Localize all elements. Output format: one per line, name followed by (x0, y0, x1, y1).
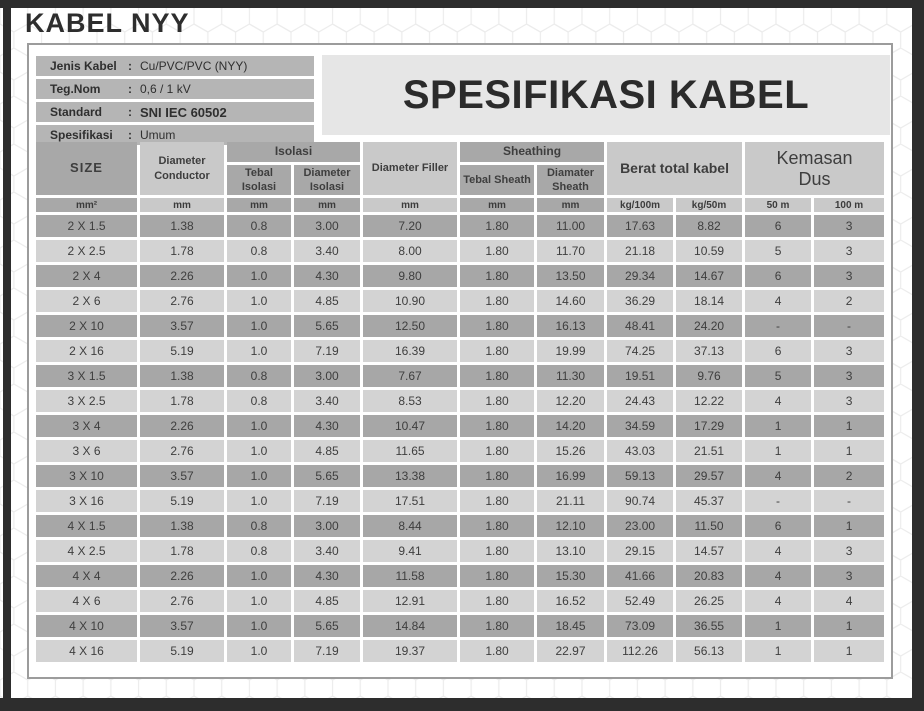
size-cell: 2 X 16 (36, 340, 137, 362)
unit-cell: mm (460, 198, 534, 212)
value-cell: 1 (745, 615, 811, 637)
value-cell: 3 (814, 265, 884, 287)
size-cell: 4 X 16 (36, 640, 137, 662)
value-cell: 12.20 (537, 390, 604, 412)
value-cell: 45.37 (676, 490, 742, 512)
value-cell: 1.0 (227, 290, 291, 312)
value-cell: 6 (745, 265, 811, 287)
value-cell: 1.80 (460, 490, 534, 512)
value-cell: 0.8 (227, 240, 291, 262)
value-cell: 1 (745, 640, 811, 662)
frame-right-bar (912, 0, 924, 711)
value-cell: 14.20 (537, 415, 604, 437)
value-cell: 3.40 (294, 540, 360, 562)
value-cell: 4.30 (294, 265, 360, 287)
value-cell: 11.58 (363, 565, 457, 587)
spec-title: SPESIFIKASI KABEL (402, 72, 810, 117)
table-row (36, 465, 884, 487)
value-cell: 19.37 (363, 640, 457, 662)
unit-cell: mm² (36, 198, 137, 212)
value-cell: 19.51 (607, 365, 673, 387)
table-row (36, 415, 884, 437)
value-cell: 3.40 (294, 390, 360, 412)
unit-cell: 100 m (814, 198, 884, 212)
info-separator: : (128, 82, 132, 96)
units-row (36, 198, 884, 212)
table-row (36, 590, 884, 612)
value-cell: 21.11 (537, 490, 604, 512)
table-row (36, 340, 884, 362)
value-cell: 4 (745, 590, 811, 612)
frame-bottom-bar (0, 698, 924, 711)
value-cell: 41.66 (607, 565, 673, 587)
unit-cell: mm (363, 198, 457, 212)
size-cell: 4 X 6 (36, 590, 137, 612)
value-cell: 15.26 (537, 440, 604, 462)
info-label: Spesifikasi (50, 128, 113, 142)
value-cell: 1.38 (140, 365, 224, 387)
value-cell: 3.00 (294, 365, 360, 387)
info-separator: : (128, 128, 132, 142)
value-cell: 56.13 (676, 640, 742, 662)
value-cell: 1.80 (460, 540, 534, 562)
value-cell: 1.78 (140, 540, 224, 562)
value-cell: 1.80 (460, 565, 534, 587)
value-cell: 59.13 (607, 465, 673, 487)
value-cell: 12.91 (363, 590, 457, 612)
table-row (36, 540, 884, 562)
header-tebal-isolasi: Tebal Isolasi (227, 165, 291, 195)
value-cell: 1.0 (227, 615, 291, 637)
value-cell: 1.78 (140, 390, 224, 412)
table-row (36, 640, 884, 662)
table-row (36, 365, 884, 387)
size-cell: 2 X 6 (36, 290, 137, 312)
info-label: Standard (50, 105, 103, 119)
value-cell: 1.80 (460, 615, 534, 637)
size-cell: 3 X 16 (36, 490, 137, 512)
value-cell: 29.15 (607, 540, 673, 562)
value-cell: 12.22 (676, 390, 742, 412)
header-isolasi-group: Isolasi (227, 142, 360, 162)
value-cell: 1.80 (460, 265, 534, 287)
value-cell: 1 (814, 515, 884, 537)
info-value: Cu/PVC/PVC (NYY) (140, 59, 248, 73)
value-cell: 4.85 (294, 590, 360, 612)
value-cell: 3 (814, 540, 884, 562)
value-cell: 0.8 (227, 365, 291, 387)
value-cell: 4 (814, 590, 884, 612)
unit-cell: mm (140, 198, 224, 212)
value-cell: 17.29 (676, 415, 742, 437)
value-cell: 1 (814, 440, 884, 462)
value-cell: 4 (745, 290, 811, 312)
value-cell: 3 (814, 390, 884, 412)
value-cell: 20.83 (676, 565, 742, 587)
value-cell: 11.50 (676, 515, 742, 537)
table-row (36, 390, 884, 412)
value-cell: 12.10 (537, 515, 604, 537)
value-cell: - (745, 315, 811, 337)
frame-left-bar (3, 0, 11, 698)
value-cell: 4 (745, 565, 811, 587)
value-cell: 10.59 (676, 240, 742, 262)
table-row (36, 315, 884, 337)
value-cell: 48.41 (607, 315, 673, 337)
value-cell: 18.14 (676, 290, 742, 312)
value-cell: 8.82 (676, 215, 742, 237)
value-cell: 21.18 (607, 240, 673, 262)
info-separator: : (128, 59, 132, 73)
value-cell: 7.67 (363, 365, 457, 387)
size-cell: 4 X 4 (36, 565, 137, 587)
value-cell: 1.0 (227, 340, 291, 362)
spec-table (33, 139, 887, 665)
value-cell: 8.44 (363, 515, 457, 537)
value-cell: 36.29 (607, 290, 673, 312)
value-cell: 4 (745, 540, 811, 562)
table-row (36, 290, 884, 312)
value-cell: 3.00 (294, 515, 360, 537)
info-value: SNI IEC 60502 (140, 104, 227, 120)
value-cell: 17.63 (607, 215, 673, 237)
unit-cell: 50 m (745, 198, 811, 212)
value-cell: 3 (814, 240, 884, 262)
header-kemasan-dus (745, 142, 884, 195)
value-cell: 16.99 (537, 465, 604, 487)
value-cell: 10.90 (363, 290, 457, 312)
info-row-standard (36, 102, 314, 122)
value-cell: 2.76 (140, 290, 224, 312)
value-cell: 8.53 (363, 390, 457, 412)
value-cell: 74.25 (607, 340, 673, 362)
value-cell: 1.0 (227, 640, 291, 662)
value-cell: 5.65 (294, 315, 360, 337)
value-cell: 2.26 (140, 565, 224, 587)
value-cell: 1.80 (460, 465, 534, 487)
size-cell: 2 X 1.5 (36, 215, 137, 237)
info-label: Teg.Nom (50, 82, 101, 96)
value-cell: 5 (745, 365, 811, 387)
table-row (36, 615, 884, 637)
value-cell: 1.80 (460, 390, 534, 412)
value-cell: 3.57 (140, 465, 224, 487)
table-row (36, 490, 884, 512)
value-cell: 36.55 (676, 615, 742, 637)
value-cell: 1.80 (460, 590, 534, 612)
value-cell: 1.0 (227, 590, 291, 612)
page-title: KABEL NYY (25, 8, 190, 38)
info-panel (36, 56, 314, 148)
value-cell: 37.13 (676, 340, 742, 362)
size-cell: 3 X 10 (36, 465, 137, 487)
value-cell: 3 (814, 215, 884, 237)
value-cell: 14.84 (363, 615, 457, 637)
value-cell: 6 (745, 215, 811, 237)
value-cell: 1.0 (227, 490, 291, 512)
value-cell: 10.47 (363, 415, 457, 437)
header-sheathing-group: Sheathing (460, 142, 604, 162)
info-row-jenis-kabel (36, 56, 314, 76)
value-cell: 90.74 (607, 490, 673, 512)
value-cell: 11.65 (363, 440, 457, 462)
value-cell: 8.00 (363, 240, 457, 262)
value-cell: 24.43 (607, 390, 673, 412)
value-cell: 1 (814, 640, 884, 662)
value-cell: 29.57 (676, 465, 742, 487)
value-cell: 1.80 (460, 315, 534, 337)
table-row (36, 215, 884, 237)
value-cell: 2 (814, 290, 884, 312)
value-cell: 6 (745, 515, 811, 537)
value-cell: 11.70 (537, 240, 604, 262)
value-cell: 16.39 (363, 340, 457, 362)
header-diameter-conductor: Diameter Conductor (140, 142, 224, 195)
info-label: Jenis Kabel (50, 59, 117, 73)
spec-table-body (36, 215, 884, 662)
spec-title-box (322, 55, 890, 135)
value-cell: 1.0 (227, 315, 291, 337)
value-cell: 0.8 (227, 540, 291, 562)
size-cell: 3 X 6 (36, 440, 137, 462)
value-cell: 1.80 (460, 640, 534, 662)
value-cell: 13.10 (537, 540, 604, 562)
value-cell: 13.50 (537, 265, 604, 287)
value-cell: 1.80 (460, 340, 534, 362)
size-cell: 4 X 1.5 (36, 515, 137, 537)
value-cell: 5.19 (140, 640, 224, 662)
value-cell: 7.19 (294, 640, 360, 662)
info-value: Umum (140, 128, 176, 142)
value-cell: 4.30 (294, 565, 360, 587)
value-cell: 2.76 (140, 440, 224, 462)
header-diameter-isolasi: Diameter Isolasi (294, 165, 360, 195)
value-cell: 1 (745, 440, 811, 462)
header-diameter-filler: Diameter Filler (363, 142, 457, 195)
value-cell: 1.80 (460, 215, 534, 237)
value-cell: 0.8 (227, 215, 291, 237)
value-cell: 3.57 (140, 615, 224, 637)
value-cell: 16.13 (537, 315, 604, 337)
value-cell: 5.19 (140, 490, 224, 512)
value-cell: 1.0 (227, 415, 291, 437)
unit-cell: mm (537, 198, 604, 212)
size-cell: 3 X 4 (36, 415, 137, 437)
value-cell: 1 (814, 415, 884, 437)
unit-cell: mm (227, 198, 291, 212)
size-cell: 2 X 2.5 (36, 240, 137, 262)
value-cell: 1.80 (460, 415, 534, 437)
value-cell: 1.38 (140, 515, 224, 537)
unit-cell: kg/50m (676, 198, 742, 212)
value-cell: 3 (814, 565, 884, 587)
table-row (36, 515, 884, 537)
value-cell: 3.40 (294, 240, 360, 262)
info-value: 0,6 / 1 kV (140, 82, 191, 96)
value-cell: 14.67 (676, 265, 742, 287)
value-cell: 23.00 (607, 515, 673, 537)
value-cell: 7.19 (294, 490, 360, 512)
value-cell: 24.20 (676, 315, 742, 337)
value-cell: 1.80 (460, 440, 534, 462)
value-cell: 7.20 (363, 215, 457, 237)
value-cell: 0.8 (227, 515, 291, 537)
value-cell: 52.49 (607, 590, 673, 612)
value-cell: 2.26 (140, 265, 224, 287)
value-cell: 1.80 (460, 365, 534, 387)
value-cell: 1.0 (227, 465, 291, 487)
value-cell: 14.57 (676, 540, 742, 562)
table-row (36, 565, 884, 587)
header-group-row (36, 142, 884, 162)
value-cell: 16.52 (537, 590, 604, 612)
value-cell: 4 (745, 390, 811, 412)
value-cell: 5.19 (140, 340, 224, 362)
value-cell: 14.60 (537, 290, 604, 312)
value-cell: 3.00 (294, 215, 360, 237)
value-cell: 3 (814, 340, 884, 362)
value-cell: 0.8 (227, 390, 291, 412)
value-cell: 26.25 (676, 590, 742, 612)
size-cell: 2 X 10 (36, 315, 137, 337)
value-cell: 3.57 (140, 315, 224, 337)
value-cell: 1.0 (227, 440, 291, 462)
value-cell: - (814, 315, 884, 337)
header-kemasan-dus-label: Kemasan Dus (776, 147, 853, 189)
value-cell: 3 (814, 365, 884, 387)
value-cell: 2.76 (140, 590, 224, 612)
value-cell: 22.97 (537, 640, 604, 662)
header-tebal-sheath: Tebal Sheath (460, 165, 534, 195)
value-cell: 9.41 (363, 540, 457, 562)
value-cell: 1.78 (140, 240, 224, 262)
value-cell: 4.85 (294, 290, 360, 312)
value-cell: 1.80 (460, 240, 534, 262)
value-cell: 73.09 (607, 615, 673, 637)
value-cell: 43.03 (607, 440, 673, 462)
size-cell: 4 X 10 (36, 615, 137, 637)
value-cell: 1.80 (460, 515, 534, 537)
value-cell: 12.50 (363, 315, 457, 337)
table-row (36, 440, 884, 462)
value-cell: 5.65 (294, 465, 360, 487)
value-cell: 11.30 (537, 365, 604, 387)
value-cell: 7.19 (294, 340, 360, 362)
header-berat-total: Berat total kabel (607, 142, 742, 195)
size-cell: 3 X 2.5 (36, 390, 137, 412)
value-cell: 2 (814, 465, 884, 487)
size-cell: 2 X 4 (36, 265, 137, 287)
value-cell: 11.00 (537, 215, 604, 237)
value-cell: 4.85 (294, 440, 360, 462)
unit-cell: mm (294, 198, 360, 212)
value-cell: 6 (745, 340, 811, 362)
value-cell: 5.65 (294, 615, 360, 637)
value-cell: 1.0 (227, 565, 291, 587)
header-size: SIZE (36, 142, 137, 195)
value-cell: 9.80 (363, 265, 457, 287)
value-cell: 19.99 (537, 340, 604, 362)
value-cell: - (814, 490, 884, 512)
value-cell: 21.51 (676, 440, 742, 462)
value-cell: 13.38 (363, 465, 457, 487)
value-cell: 1.80 (460, 290, 534, 312)
value-cell: 9.76 (676, 365, 742, 387)
value-cell: 4.30 (294, 415, 360, 437)
unit-cell: kg/100m (607, 198, 673, 212)
frame-top-bar (0, 0, 924, 8)
table-row (36, 240, 884, 262)
size-cell: 4 X 2.5 (36, 540, 137, 562)
value-cell: 1.38 (140, 215, 224, 237)
value-cell: 15.30 (537, 565, 604, 587)
value-cell: 18.45 (537, 615, 604, 637)
value-cell: 1.0 (227, 265, 291, 287)
header-diamater-sheath: Diamater Sheath (537, 165, 604, 195)
value-cell: 1 (745, 415, 811, 437)
value-cell: 2.26 (140, 415, 224, 437)
value-cell: 112.26 (607, 640, 673, 662)
value-cell: 17.51 (363, 490, 457, 512)
value-cell: 5 (745, 240, 811, 262)
info-row-teg-nom (36, 79, 314, 99)
value-cell: - (745, 490, 811, 512)
value-cell: 4 (745, 465, 811, 487)
size-cell: 3 X 1.5 (36, 365, 137, 387)
table-row (36, 265, 884, 287)
info-separator: : (128, 105, 132, 119)
value-cell: 29.34 (607, 265, 673, 287)
value-cell: 1 (814, 615, 884, 637)
value-cell: 34.59 (607, 415, 673, 437)
